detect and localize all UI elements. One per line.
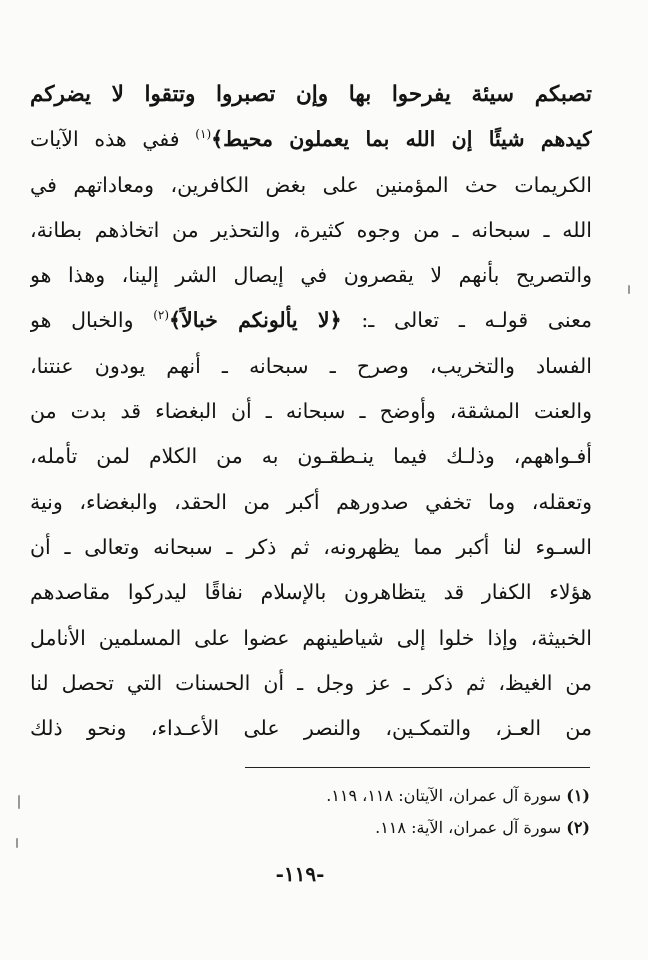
text-line-3	[30, 163, 592, 208]
line-text: أفـواههم، وذلـك فيما ينـطقـون به من الكلام لمن تأمله،	[30, 444, 592, 469]
page-number: -١١٩-	[275, 862, 325, 886]
line-text: معنى قولـه ـ تعالى ـ:	[341, 308, 592, 333]
line-text: الفساد والتخريب، وصرح ـ سبحانه ـ أنهم يودون عنتنا،	[30, 353, 592, 378]
text-line-12	[30, 570, 592, 615]
text-line-6	[30, 298, 592, 343]
quran-quote: كيدهم شيئًا إن الله بما يعملون محيط﴾	[211, 127, 592, 152]
footnotes	[120, 780, 590, 844]
scan-speck	[16, 838, 18, 848]
line-text: والتصريح بأنهم لا يقصرون في إيصال الشر إلينا، وهذا هو	[30, 263, 592, 288]
text-line-14	[30, 661, 592, 706]
footnote-number: (٢)	[566, 818, 590, 837]
footnote-ref: (١)	[195, 127, 212, 142]
line-text: تصبكم سيئة يفرحوا بها وإن تصبروا وتتقوا لا يضركم	[30, 82, 592, 107]
text-line-10	[30, 480, 592, 525]
text-line-2	[30, 117, 592, 162]
footnote-2	[120, 812, 590, 844]
text-line-4	[30, 208, 592, 253]
scan-speck	[18, 795, 20, 809]
text-line-9	[30, 434, 592, 479]
text-line-7	[30, 344, 592, 389]
quran-quote: ﴿لا يألونكم خبالاً﴾	[169, 308, 342, 333]
line-text: من العـز، والتمكـين، والنصر على الأعـداء، ونحو ذلك	[30, 716, 592, 741]
text-line-15	[30, 706, 592, 751]
line-text: الخبيثة، وإذا خلوا إلى شياطينهم عضوا على المسلمين الأنامل	[30, 625, 592, 650]
footnote-1	[120, 780, 590, 812]
line-text: والخبال هو	[30, 308, 154, 333]
scan-speck	[628, 285, 630, 294]
line-text: السـوء لنا أكبر مما يظهرونه، ثم ذكر ـ سبحانه وتعالى ـ أن	[30, 534, 592, 559]
footnote-text: سورة آل عمران، الآية: ١١٨.	[375, 818, 567, 837]
text-line-8	[30, 389, 592, 434]
line-text: الكريمات حث المؤمنين على بغض الكافرين، ومعاداتهم في	[30, 172, 592, 197]
footnote-number: (١)	[566, 786, 590, 805]
line-text: من الغيظ، ثم ذكر ـ عز وجل ـ أن الحسنات التي تحصل لنا	[30, 670, 592, 695]
text-line-5	[30, 253, 592, 298]
line-text: هؤلاء الكفار قد يتظاهرون بالإسلام نفاقًا ليدركوا مقاصدهم	[30, 580, 592, 605]
text-line-11	[30, 525, 592, 570]
footnote-divider	[245, 767, 590, 768]
footnote-text: سورة آل عمران، الآيتان: ١١٨، ١١٩.	[326, 786, 567, 805]
text-line-13	[30, 616, 592, 661]
main-text	[30, 72, 592, 751]
line-text: وتعقله، وما تخفي صدورهم أكبر من الحقد، والبغضاء، ونية	[30, 489, 592, 514]
line-text: ففي هذه الآيات	[30, 127, 196, 152]
text-line-1	[30, 72, 592, 117]
footnote-ref: (٢)	[153, 308, 170, 323]
line-text: الله ـ سبحانه ـ من وجوه كثيرة، والتحذير من اتخاذهم بطانة،	[30, 217, 592, 242]
line-text: والعنت المشقة، وأوضح ـ سبحانه ـ أن البغضاء قد بدت من	[30, 399, 592, 424]
